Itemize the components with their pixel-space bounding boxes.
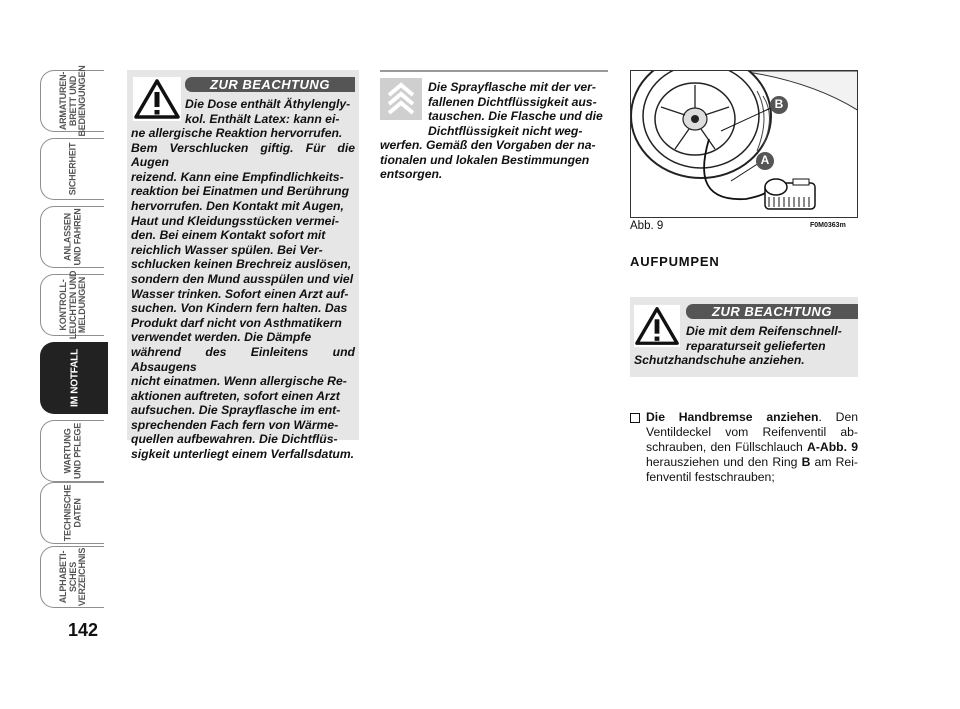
tab-kontrollleuchten[interactable] — [40, 270, 104, 340]
tab-label: TECHNISCHE DATEN — [62, 484, 82, 542]
tab-label: ANLASSEN UND FAHREN — [62, 208, 82, 266]
section-title: AUFPUMPEN — [630, 254, 720, 269]
warning-text-line: kol. Enthält Latex: kann ei- — [185, 111, 340, 126]
warning-text-line: Wasser trinken. Sofort einen Arzt auf- — [131, 286, 349, 301]
warning-text-line: reparaturseit gelieferten — [686, 338, 826, 353]
tab-label: KONTROLL- LEUCHTEN UND MELDUNGEN — [57, 270, 87, 340]
environment-icon — [380, 78, 422, 120]
tab-technische-daten[interactable] — [40, 482, 104, 544]
warning-box-chemical — [127, 70, 359, 462]
warning-triangle-icon — [634, 304, 680, 348]
warning-text-line: reichlich Wasser spülen. Bei Ver- — [131, 242, 323, 257]
figure-caption: Abb. 9 — [630, 220, 664, 232]
callout-b: B — [774, 97, 784, 111]
warning-text-line: Bem Verschlucken giftig. Für die Augen — [131, 140, 355, 170]
warning-text-line: sprechenden Fach fern von Wärme- — [131, 417, 339, 432]
step-text: . Den Ventildeckel vom Reifenventil ab-schrauben, den Füllschlauch — [646, 410, 858, 454]
figure-code: F0M0363m — [810, 222, 846, 229]
warning-text-line: reaktion bei Einatmen und Berührung — [131, 184, 350, 199]
warning-text-line: nicht einatmen. Wenn allergische Re- — [131, 374, 347, 389]
step-emphasis: Die Handbremse anziehen — [646, 410, 819, 424]
figure-reference: A-Abb. 9 — [807, 440, 858, 454]
tab-verzeichnis[interactable] — [40, 546, 104, 608]
tab-label: IM NOTFALL — [68, 349, 80, 407]
warning-text-line: während des Einleitens und Absaugens — [131, 344, 355, 374]
warning-triangle-icon — [133, 77, 181, 121]
tab-wartung[interactable] — [40, 420, 104, 482]
note-text-line: Die Sprayflasche mit der ver- — [428, 80, 596, 94]
tab-sicherheit[interactable] — [40, 138, 104, 200]
figure-tyre-inflation — [630, 70, 858, 218]
warning-text-line: schlucken keinen Brechreiz auslösen, — [131, 257, 352, 272]
warning-text-line: ne allergische Reaktion hervorrufen. — [131, 126, 343, 140]
warning-text-line: Produkt darf nicht von Asthmatikern — [131, 315, 342, 330]
note-text-line: fallenen Dichtflüssigkeit aus- — [428, 94, 597, 109]
tab-label: ALPHABETI- SCHES VERZEICHNIS — [57, 547, 87, 607]
warning-header: ZUR BEACHTUNG — [686, 304, 858, 319]
warning-text-line: sigkeit unterliegt einem Verfallsdatum. — [131, 447, 355, 462]
tab-armaturenbrett[interactable] — [40, 65, 104, 137]
warning-box-gloves — [630, 297, 858, 377]
compressor-icon — [765, 179, 815, 209]
callout-a: A — [760, 153, 770, 167]
tab-label: SICHERHEIT — [66, 142, 77, 196]
tab-im-notfall[interactable] — [40, 342, 108, 414]
warning-text-line: hervorrufen. Den Kontakt mit Augen, — [131, 198, 344, 213]
warning-text-line: reizend. Kann eine Empfindlichkeits- — [131, 169, 344, 184]
step-text: herausziehen und den Ring — [646, 455, 802, 469]
part-reference: B — [801, 455, 811, 469]
column-rule — [380, 70, 608, 72]
warning-text-line: den. Bei einem Kontakt sofort mit — [131, 228, 326, 243]
warning-text-line: suchen. Von Kindern fern halten. Das — [131, 301, 348, 316]
note-text-line: tionalen und lokalen Bestimmungen — [380, 152, 590, 167]
warning-header: ZUR BEACHTUNG — [185, 77, 355, 92]
note-text-line: Dichtflüssigkeit nicht weg- — [428, 123, 583, 138]
note-text-line: tauschen. Die Flasche und die — [428, 109, 603, 124]
warning-text-line: quellen aufbewahren. Die Dichtflüs- — [131, 432, 338, 447]
note-text-line: werfen. Gemäß den Vorgaben der na- — [380, 138, 596, 152]
step-text: am Rei-fenventil festschrauben; — [646, 455, 858, 484]
checkbox-bullet-icon — [630, 413, 640, 423]
warning-text-line: verwendet werden. Die Dämpfe — [131, 330, 312, 345]
warning-text-line: sondern den Mund ausspülen und viel — [131, 271, 354, 286]
note-text-line: entsorgen. — [380, 167, 443, 182]
tab-anlassen[interactable] — [40, 206, 104, 268]
warning-text-line: aufsuchen. Die Sprayflasche im ent- — [131, 403, 341, 418]
warning-text-line: Schutzhandschuhe anziehen. — [634, 353, 805, 367]
warning-text-line: Die mit dem Reifenschnell- — [686, 324, 842, 338]
warning-text-line: Die Dose enthält Äthylengly- — [185, 97, 351, 111]
instruction-step — [630, 410, 858, 485]
tab-label: ARMATUREN- BRETT UND BEDIENGUNGEN — [57, 65, 87, 137]
warning-text-line: aktionen auftreten, sofort einen Arzt — [131, 388, 340, 403]
tyre-compressor-illustration — [631, 71, 858, 218]
tab-label: WARTUNG UND PFLEGE — [62, 422, 82, 480]
warning-text-line: Haut und Kleidungsstücken vermei- — [131, 213, 339, 228]
page-number: 142 — [68, 620, 99, 640]
